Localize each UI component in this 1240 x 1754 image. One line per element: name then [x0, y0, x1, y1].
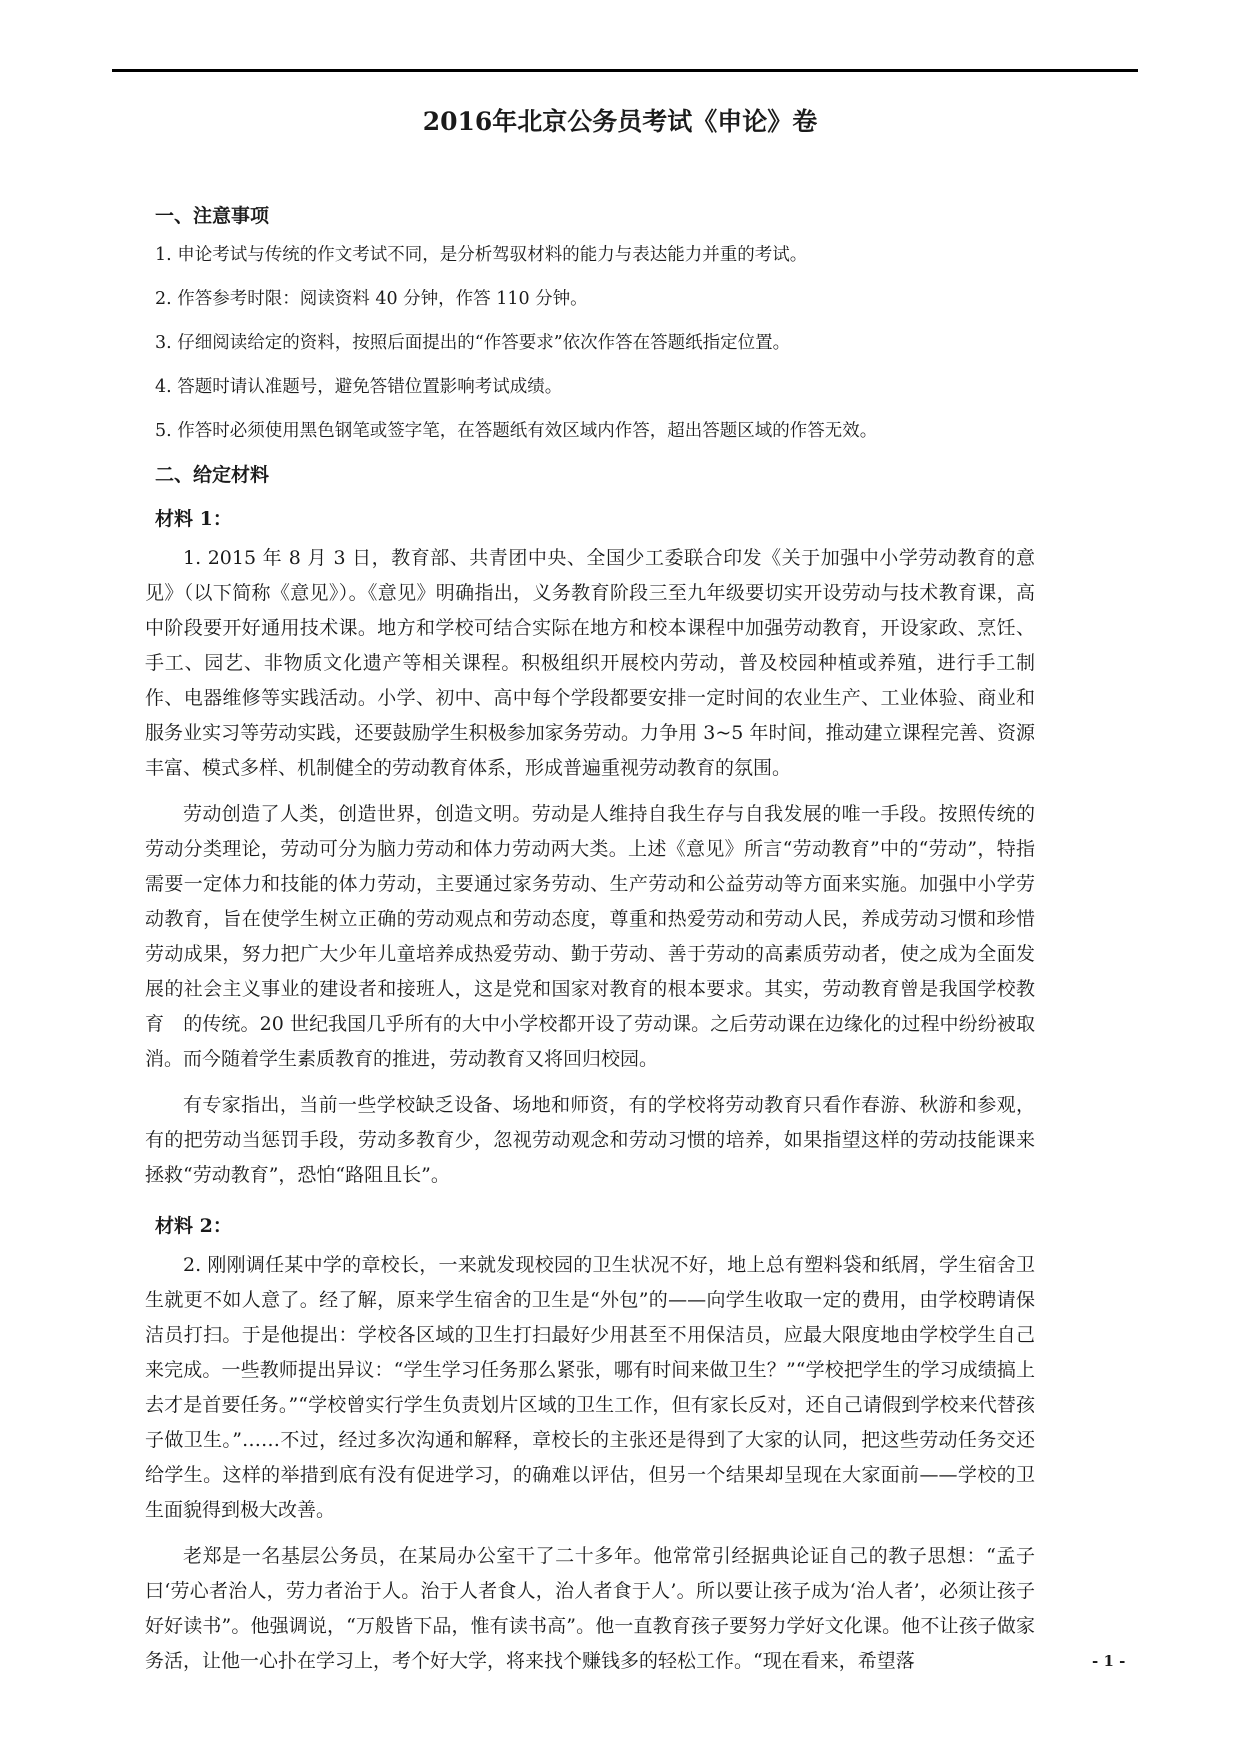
material-paragraph: 劳动创造了人类，创造世界，创造文明。劳动是人维持自我生存与自我发展的唯一手段。按照传统的劳动分类理论，劳动可分为脑力劳动和体力劳动两大类。上述《意见》所言“劳动教育”中的“劳动”，特指需要一定体力和技能的体力劳动，主要通过家务劳动、生产劳动和公益劳动等方面来实施。加强中小学劳动教育，旨在使学生树立正确的劳动观点和劳动态度，尊重和热爱劳动和劳动人民，养成劳动习惯和珍惜劳动成果，努力把广大少年儿童培养成热爱劳动、勤于劳动、善于劳动的高素质劳动者，使之成为全面发展的社会主义事业的建设者和接班人，这是党和国家对教育的根本要求。其实，劳动教育曾是我国学校教育 的传统。20 世纪我国几乎所有的大中小学校都开设了劳动课。之后劳动课在边缘化的过程中纷纷被取消。而今随着学生素质教育的推进，劳动教育又将回归校园。 — [145, 803, 1035, 1070]
material-paragraph: 老郑是一名基层公务员，在某局办公室干了二十多年。他常常引经据典论证自己的教子思想：“孟子曰‘劳心者治人，劳力者治于人。治于人者食人，治人者食于人’。所以要让孩子成为‘治人者’，必须让孩子好好读书”。他强调说，“万般皆下品，惟有读书高”。他一直教育孩子要努力学好文化课。他不让孩子做家务活，让他一心扑在学习上，考个好大学，将来找个赚钱多的轻松工作。“现在看来，希望落 — [145, 1545, 1035, 1672]
section-heading-materials: 二、给定材料 — [155, 464, 270, 486]
note-item: 4. 答题时请认准题号，避免答错位置影响考试成绩。 — [155, 377, 563, 397]
material-paragraph: 1. 2015 年 8 月 3 日，教育部、共青团中央、全国少工委联合印发《关于加强中小学劳动教育的意见》（以下简称《意见》）。《意见》明确指出，义务教育阶段三至九年级要切实开设劳动与技术教育课，高中阶段要开好通用技术课。地方和学校可结合实际在地方和校本课程中加强劳动教育，开设家政、烹饪、手工、园艺、非物质文化遗产等相关课程。积极组织开展校内劳动，普及校园种植或养殖，进行手工制作、电器维修等实践活动。小学、初中、高中每个学段都要安排一定时间的农业生产、工业体验、商业和服务业实习等劳动实践，还要鼓励学生积极参加家务劳动。力争用 3~5 年时间，推动建立课程完善、资源丰富、模式多样、机制健全的劳动教育体系，形成普遍重视劳动教育的氛围。 — [145, 547, 1035, 779]
page-number: - 1 - — [1092, 1652, 1126, 1670]
material-1 — [145, 497, 1045, 1193]
page-title: 2016年北京公务员考试《申论》卷 — [422, 107, 818, 136]
header-rule — [112, 69, 1138, 72]
material-paragraph: 有专家指出，当前一些学校缺乏设备、场地和师资，有的学校将劳动教育只看作春游、秋游和参观，有的把劳动当惩罚手段，劳动多教育少，忽视劳动观念和劳动习惯的培养，如果指望这样的劳动技能课来拯救“劳动教育”，恐怕“路阻且长”。 — [145, 1094, 1035, 1186]
material-2 — [145, 1204, 1045, 1679]
material-label: 材料 2： — [155, 1215, 232, 1237]
note-item: 3. 仔细阅读给定的资料，按照后面提出的“作答要求”依次作答在答题纸指定位置。 — [155, 333, 791, 353]
note-item: 1. 申论考试与传统的作文考试不同，是分析驾驭材料的能力与表达能力并重的考试。 — [155, 245, 808, 265]
material-label: 材料 1： — [155, 508, 232, 530]
material-paragraph: 2. 刚刚调任某中学的章校长，一来就发现校园的卫生状况不好，地上总有塑料袋和纸屑，学生宿舍卫生就更不如人意了。经了解，原来学生宿舍的卫生是“外包”的——向学生收取一定的费用，由学校聘请保洁员打扫。于是他提出：学校各区域的卫生打扫最好少用甚至不用保洁员，应最大限度地由学校学生自己来完成。一些教师提出异议：“学生学习任务那么紧张，哪有时间来做卫生？”“学校把学生的学习成绩搞上去才是首要任务。”“学校曾实行学生负责划片区域的卫生工作，但有家长反对，还自己请假到学校来代替孩子做卫生。”……不过，经过多次沟通和解释，章校长的主张还是得到了大家的认同，把这些劳动任务交还给学生。这样的举措到底有没有促进学习，的确难以评估，但另一个结果却呈现在大家面前——学校的卫生面貌得到极大改善。 — [145, 1254, 1035, 1521]
section-heading-notes: 一、注意事项 — [155, 205, 270, 227]
note-item: 5. 作答时必须使用黑色钢笔或签字笔，在答题纸有效区域内作答，超出答题区域的作答无效。 — [155, 421, 878, 441]
note-item: 2. 作答参考时限：阅读资料 40 分钟，作答 110 分钟。 — [155, 289, 588, 309]
document-body — [145, 200, 1045, 1690]
notes-list — [155, 233, 1045, 453]
